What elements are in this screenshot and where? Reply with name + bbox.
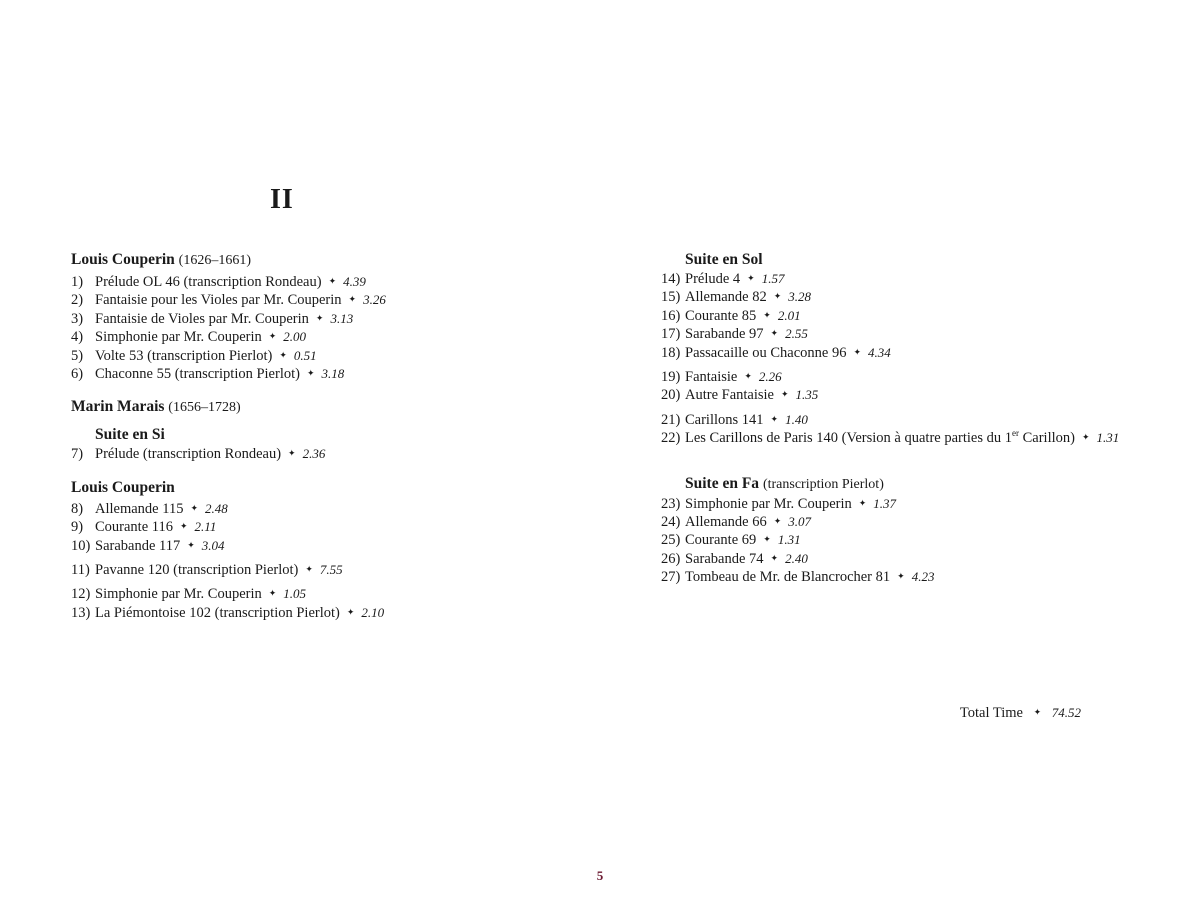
group-couperin-1	[71, 250, 591, 383]
track-time: 4.23	[911, 569, 935, 585]
track-number: 14)	[661, 271, 681, 287]
track-number: 15)	[661, 289, 681, 306]
separator-diamond-icon: ✦	[328, 276, 337, 286]
left-column	[71, 250, 591, 622]
track-item	[661, 270, 1181, 288]
separator-diamond-icon: ✦	[858, 497, 867, 508]
track-item	[71, 347, 591, 365]
track-number: 9)	[71, 519, 84, 536]
track-item	[71, 328, 591, 346]
track-number: 25)	[661, 532, 681, 549]
track-time: 2.36	[302, 446, 326, 462]
track-item	[661, 344, 1181, 362]
track-title: Fantaisie pour les Violes par Mr. Couperin	[95, 292, 342, 309]
total-time-label: Total Time	[959, 705, 1023, 721]
track-number: 19)	[661, 369, 681, 386]
track-item	[71, 273, 591, 291]
track-title: Prélude 4	[685, 271, 741, 287]
track-number: 26)	[661, 550, 681, 567]
track-title: Prélude OL 46 (transcription Rondeau)	[95, 274, 322, 290]
track-title: Prélude (transcription Rondeau)	[95, 446, 282, 463]
track-time: 1.05	[283, 586, 307, 602]
separator-diamond-icon: ✦	[187, 539, 195, 550]
separator-diamond-icon: ✦	[781, 389, 789, 400]
track-title: La Piémontoise 102 (transcription Pierlot)	[95, 604, 340, 621]
track-title	[685, 429, 1075, 447]
suite-note: (transcription Pierlot)	[762, 476, 884, 492]
track-title: Simphonie par Mr. Couperin	[685, 495, 852, 512]
track-list	[661, 270, 1181, 362]
track-number: 17)	[661, 326, 681, 343]
track-time: 2.00	[283, 329, 307, 345]
suite-heading	[661, 474, 1181, 495]
composer-name: Marin Marais	[71, 398, 165, 416]
right-column	[661, 250, 1181, 587]
track-number: 8)	[71, 500, 84, 517]
group-marais	[71, 397, 591, 463]
separator-diamond-icon: ✦	[773, 291, 782, 302]
track-item	[661, 513, 1181, 531]
track-time: 1.57	[761, 271, 785, 286]
track-time: 4.39	[343, 274, 366, 289]
track-title: Sarabande 117	[95, 537, 181, 554]
track-number: 13)	[71, 604, 91, 621]
track-title: Courante 69	[685, 532, 757, 549]
track-item	[661, 386, 1181, 404]
track-number: 12)	[71, 586, 91, 603]
composer-heading	[71, 397, 591, 418]
track-title: Simphonie par Mr. Couperin	[95, 329, 262, 346]
track-list	[71, 273, 591, 383]
suite-name: Suite en Fa	[685, 474, 760, 492]
group-suite-fa	[661, 474, 1181, 587]
track-title: Sarabande 97	[685, 326, 764, 343]
suite-heading: Suite en Si	[95, 426, 165, 444]
track-list	[71, 585, 591, 622]
track-title: Allemande 66	[685, 514, 767, 531]
track-time: 1.37	[873, 495, 897, 511]
separator-diamond-icon: ✦	[268, 331, 277, 342]
separator-diamond-icon: ✦	[288, 448, 296, 459]
track-item	[661, 307, 1181, 325]
track-title-part: Les Carillons de Paris 140 (Version à quatre parties du 1	[685, 430, 1012, 447]
track-number: 27)	[661, 569, 681, 586]
track-number: 10)	[71, 537, 91, 554]
separator-diamond-icon: ✦	[305, 564, 313, 575]
track-time: 3.28	[788, 289, 812, 305]
track-title: Allemande 115	[95, 500, 184, 517]
separator-diamond-icon: ✦	[180, 521, 188, 532]
track-time: 2.40	[785, 550, 808, 566]
group-couperin-2	[71, 478, 591, 622]
track-number: 1)	[71, 274, 84, 290]
composer-name: Louis Couperin	[71, 478, 175, 496]
track-list	[661, 495, 1181, 587]
track-time: 1.35	[795, 387, 819, 403]
separator-diamond-icon: ✦	[853, 346, 862, 357]
track-time: 2.55	[785, 326, 808, 342]
track-item	[661, 550, 1181, 568]
track-time: 0.51	[293, 347, 317, 363]
track-list	[661, 368, 1181, 405]
separator-diamond-icon: ✦	[268, 588, 277, 599]
track-time: 2.10	[361, 604, 385, 620]
track-number: 11)	[71, 562, 90, 579]
separator-diamond-icon: ✦	[763, 309, 771, 320]
composer-heading	[71, 478, 591, 498]
track-item	[71, 445, 591, 463]
track-list	[661, 411, 1181, 448]
track-number: 23)	[661, 495, 681, 512]
separator-diamond-icon: ✦	[190, 502, 198, 513]
track-title: Fantaisie	[685, 369, 738, 386]
track-item	[661, 495, 1181, 513]
track-item	[71, 537, 591, 555]
track-time: 3.26	[363, 292, 386, 308]
track-item	[71, 585, 591, 603]
track-number: 5)	[71, 347, 84, 364]
track-list	[71, 561, 591, 579]
track-list	[71, 500, 591, 555]
separator-diamond-icon: ✦	[770, 328, 779, 339]
track-item	[71, 310, 591, 328]
track-item	[661, 429, 1181, 447]
track-number: 22)	[661, 430, 681, 447]
ordinal-superscript: er	[1011, 428, 1019, 439]
track-title: Simphonie par Mr. Couperin	[95, 586, 262, 603]
track-number: 18)	[661, 344, 681, 361]
track-time: 2.11	[194, 519, 217, 535]
track-list	[71, 445, 591, 463]
track-item	[661, 531, 1181, 549]
separator-diamond-icon: ✦	[346, 606, 355, 617]
track-time: 1.31	[1096, 430, 1120, 446]
total-time-value: 74.52	[1051, 705, 1081, 720]
track-time: 4.34	[868, 344, 891, 360]
track-time: 2.01	[777, 307, 801, 323]
track-time: 1.40	[785, 411, 808, 427]
track-item	[661, 411, 1181, 429]
suite-heading: Suite en Sol	[685, 251, 763, 268]
track-item	[71, 500, 591, 518]
track-number: 2)	[71, 292, 84, 309]
page-number: 5	[596, 868, 604, 883]
track-time: 2.48	[205, 500, 228, 516]
track-item	[71, 291, 591, 309]
track-item	[71, 518, 591, 536]
composer-name: Louis Couperin	[71, 251, 175, 268]
separator-diamond-icon: ✦	[770, 552, 779, 563]
track-item	[661, 368, 1181, 386]
separator-diamond-icon: ✦	[1081, 432, 1090, 443]
track-time: 3.18	[321, 366, 345, 382]
separator-diamond-icon: ✦	[744, 371, 752, 382]
track-title: Autre Fantaisie	[685, 387, 774, 404]
track-title: Passacaille ou Chaconne 96	[685, 344, 847, 361]
track-title: Volte 53 (transcription Pierlot)	[95, 347, 273, 364]
track-time: 7.55	[319, 562, 343, 578]
track-number: 21)	[661, 411, 681, 428]
track-number: 20)	[661, 387, 681, 404]
track-number: 7)	[71, 446, 84, 463]
section-number: II	[270, 184, 294, 215]
group-suite-sol	[661, 250, 1181, 448]
track-item	[71, 561, 591, 579]
track-title-part: Carillon)	[1018, 430, 1075, 447]
track-title: Courante 85	[685, 307, 757, 324]
separator-diamond-icon: ✦	[897, 571, 905, 582]
track-title: Chaconne 55 (transcription Pierlot)	[95, 366, 300, 383]
track-title: Fantaisie de Violes par Mr. Couperin	[95, 310, 309, 327]
track-number: 16)	[661, 307, 681, 324]
track-number: 3)	[71, 310, 84, 327]
track-time: 1.31	[777, 532, 801, 548]
track-number: 4)	[71, 329, 84, 346]
track-title: Tombeau de Mr. de Blancrocher 81	[685, 569, 891, 586]
track-time: 3.07	[788, 514, 812, 530]
track-title: Pavanne 120 (transcription Pierlot)	[95, 562, 299, 579]
track-item	[661, 568, 1181, 586]
track-time: 3.04	[201, 537, 225, 553]
separator-diamond-icon: ✦	[747, 273, 755, 283]
track-number: 24)	[661, 514, 681, 531]
separator-diamond-icon: ✦	[279, 349, 287, 360]
track-title: Courante 116	[95, 519, 173, 536]
track-item	[661, 288, 1181, 306]
track-number: 6)	[71, 366, 84, 383]
total-time	[960, 705, 1081, 722]
separator-diamond-icon: ✦	[315, 312, 324, 323]
track-item	[71, 604, 591, 622]
track-time: 3.13	[330, 310, 354, 326]
composer-dates: (1656–1728)	[168, 400, 241, 416]
track-title: Sarabande 74	[685, 550, 764, 567]
track-time: 2.26	[758, 369, 782, 385]
separator-diamond-icon: ✦	[763, 534, 771, 545]
track-item	[71, 365, 591, 383]
separator-diamond-icon: ✦	[306, 368, 315, 379]
track-item	[661, 325, 1181, 343]
composer-heading	[71, 250, 591, 271]
separator-diamond-icon: ✦	[348, 294, 357, 305]
track-title: Allemande 82	[685, 289, 767, 306]
composer-dates: (1626–1661)	[178, 253, 251, 268]
separator-diamond-icon: ✦	[770, 413, 779, 424]
separator-diamond-icon: ✦	[1033, 707, 1042, 718]
separator-diamond-icon: ✦	[773, 516, 782, 527]
track-title: Carillons 141	[685, 411, 764, 428]
